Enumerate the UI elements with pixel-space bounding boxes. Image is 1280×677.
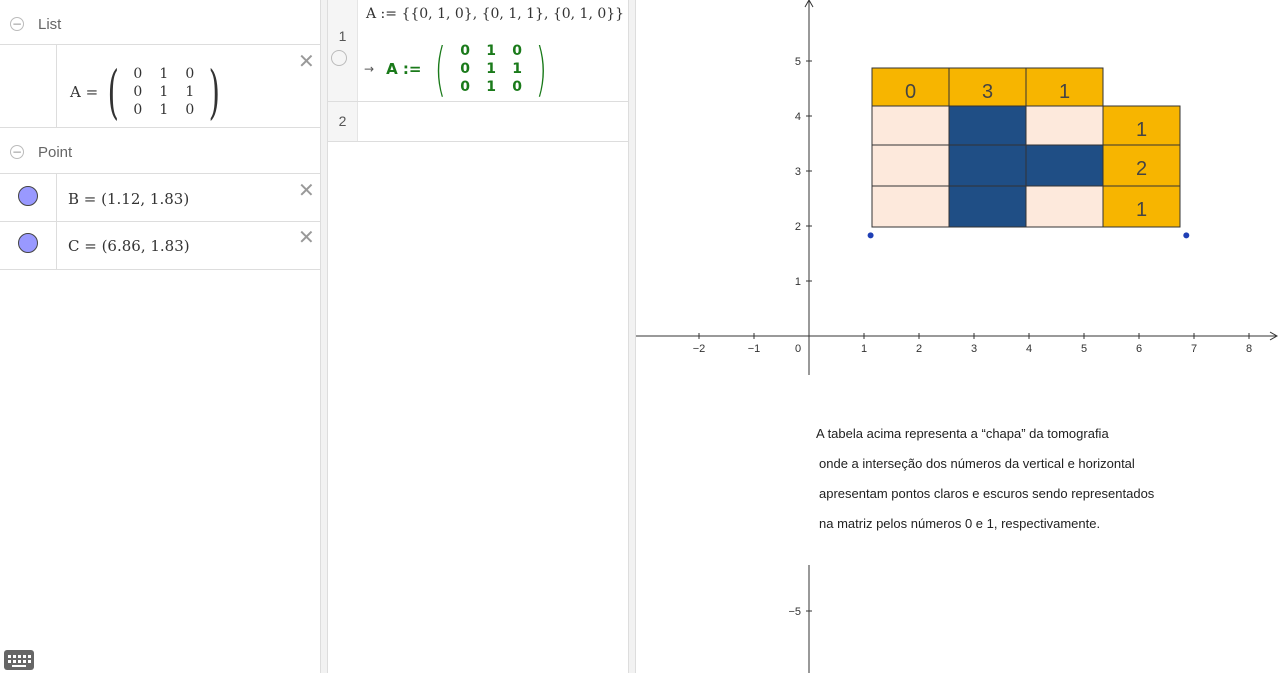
- delete-icon[interactable]: ✕: [298, 225, 315, 249]
- x-tick-label: −1: [747, 343, 761, 355]
- table-side-value: 1: [1135, 119, 1148, 141]
- group-title-point: Point: [38, 143, 73, 161]
- algebra-row-point-b[interactable]: [0, 173, 320, 222]
- graphics-canvas[interactable]: [636, 0, 1280, 673]
- point-b[interactable]: [868, 232, 874, 238]
- y-tick-label: −5: [788, 606, 801, 618]
- panel-divider[interactable]: [320, 0, 328, 673]
- y-tick-label: 4: [794, 111, 801, 123]
- table-side-value: 1: [1135, 199, 1148, 221]
- delete-icon[interactable]: ✕: [298, 178, 315, 202]
- cas-row-1[interactable]: [328, 0, 628, 102]
- graphics-view[interactable]: [636, 0, 1280, 673]
- table-cell-dark: [1026, 145, 1103, 186]
- x-tick-label: 2: [915, 343, 923, 355]
- table-cell-dark: [949, 186, 1026, 227]
- y-tick-label: 5: [794, 56, 801, 68]
- matrix-cell: 1: [159, 84, 169, 100]
- note-line: A tabela acima representa a “chapa” da tomografia: [816, 426, 1109, 441]
- point-c[interactable]: [1183, 232, 1189, 238]
- list-a-label: A =: [70, 83, 99, 101]
- row-marker: [0, 45, 57, 127]
- note-line: na matriz pelos números 0 e 1, respectivamente.: [819, 516, 1101, 531]
- collapse-icon[interactable]: −: [11, 17, 23, 31]
- left-paren: (: [435, 35, 447, 103]
- x-tick-label: −2: [692, 343, 706, 355]
- keyboard-icon[interactable]: [4, 650, 34, 670]
- y-tick-label: 2: [794, 221, 801, 233]
- cas-row-number[interactable]: 1: [328, 0, 358, 101]
- matrix-cell: 1: [512, 61, 522, 77]
- panel-divider[interactable]: [628, 0, 636, 673]
- cas-row-2[interactable]: [328, 102, 628, 142]
- x-tick-label: 7: [1190, 343, 1198, 355]
- matrix-cell: 0: [512, 79, 522, 95]
- cas-arrow: →: [364, 62, 375, 76]
- matrix-cell: 0: [133, 66, 143, 82]
- keyboard-glyph: [4, 650, 34, 670]
- y-tick-label: 3: [794, 166, 801, 178]
- list-a-matrix: [102, 58, 225, 126]
- table-cell-light: [872, 186, 949, 227]
- table-header-value: 0: [904, 81, 917, 103]
- matrix-cell: 0: [512, 43, 522, 59]
- table-cell-dark: [949, 145, 1026, 186]
- matrix-cell: 1: [185, 84, 195, 100]
- matrix-cell: 0: [460, 79, 470, 95]
- table-header-value: 1: [1058, 81, 1071, 103]
- matrix-cell: 1: [486, 79, 496, 95]
- group-header-point[interactable]: [0, 130, 320, 174]
- cas-input-1[interactable]: A := {{0, 1, 0}, {0, 1, 1}, {0, 1, 0}}: [366, 6, 625, 22]
- collapse-icon[interactable]: −: [11, 145, 23, 159]
- group-header-list[interactable]: [0, 2, 320, 46]
- table-side-value: 2: [1135, 158, 1148, 180]
- matrix-cell: 1: [486, 43, 496, 59]
- matrix-cell: 0: [460, 43, 470, 59]
- table-cell-light: [1026, 186, 1103, 227]
- algebra-view: [0, 0, 320, 673]
- matrix-cell: 0: [133, 84, 143, 100]
- matrix-cell: 0: [133, 102, 143, 118]
- x-tick-label: 3: [970, 343, 978, 355]
- cas-row-number[interactable]: 2: [328, 102, 358, 141]
- point-c-expression[interactable]: C = (6.86, 1.83): [68, 237, 190, 255]
- table-cell-light: [872, 106, 949, 145]
- matrix-cell: 1: [486, 61, 496, 77]
- cas-output-label: A :=: [386, 60, 422, 78]
- x-tick-label: 5: [1080, 343, 1088, 355]
- y-tick-label: 1: [794, 276, 801, 288]
- note-line: onde a interseção dos números da vertical e horizontal: [819, 456, 1135, 471]
- table-header-value: 3: [981, 81, 994, 103]
- table-cell-dark: [949, 106, 1026, 145]
- visibility-toggle-icon[interactable]: [18, 186, 38, 206]
- list-a-expression[interactable]: [70, 58, 225, 126]
- matrix-cell: 1: [159, 102, 169, 118]
- cas-radio-icon[interactable]: [331, 50, 347, 66]
- cas-output-1: [364, 35, 553, 103]
- table-cell-light: [872, 145, 949, 186]
- right-paren: ): [535, 35, 548, 103]
- delete-icon[interactable]: ✕: [298, 49, 315, 73]
- matrix-cell: 0: [185, 102, 195, 118]
- matrix-grid: [125, 66, 203, 118]
- algebra-row-list-a[interactable]: [0, 44, 320, 128]
- matrix-cell: 0: [460, 61, 470, 77]
- algebra-row-point-c[interactable]: [0, 221, 320, 270]
- note-line: apresentam pontos claros e escuros sendo representados: [819, 486, 1155, 501]
- matrix-grid: [452, 43, 530, 95]
- group-title-list: List: [38, 15, 62, 33]
- row-marker: [0, 221, 57, 269]
- matrix-cell: 0: [185, 66, 195, 82]
- cas-output-matrix: [429, 35, 552, 103]
- visibility-toggle-icon[interactable]: [18, 233, 38, 253]
- x-tick-label: 1: [860, 343, 868, 355]
- x-tick-label: 8: [1245, 343, 1253, 355]
- cas-view: [328, 0, 628, 673]
- table-cell-light: [1026, 106, 1103, 145]
- right-paren: ): [208, 58, 220, 126]
- matrix-cell: 1: [159, 66, 169, 82]
- row-marker: [0, 174, 57, 221]
- x-tick-label: 4: [1025, 343, 1033, 355]
- point-b-expression[interactable]: B = (1.12, 1.83): [68, 190, 190, 208]
- x-tick-label: 6: [1135, 343, 1143, 355]
- left-paren: (: [107, 58, 120, 126]
- x-tick-label: 0: [794, 343, 802, 355]
